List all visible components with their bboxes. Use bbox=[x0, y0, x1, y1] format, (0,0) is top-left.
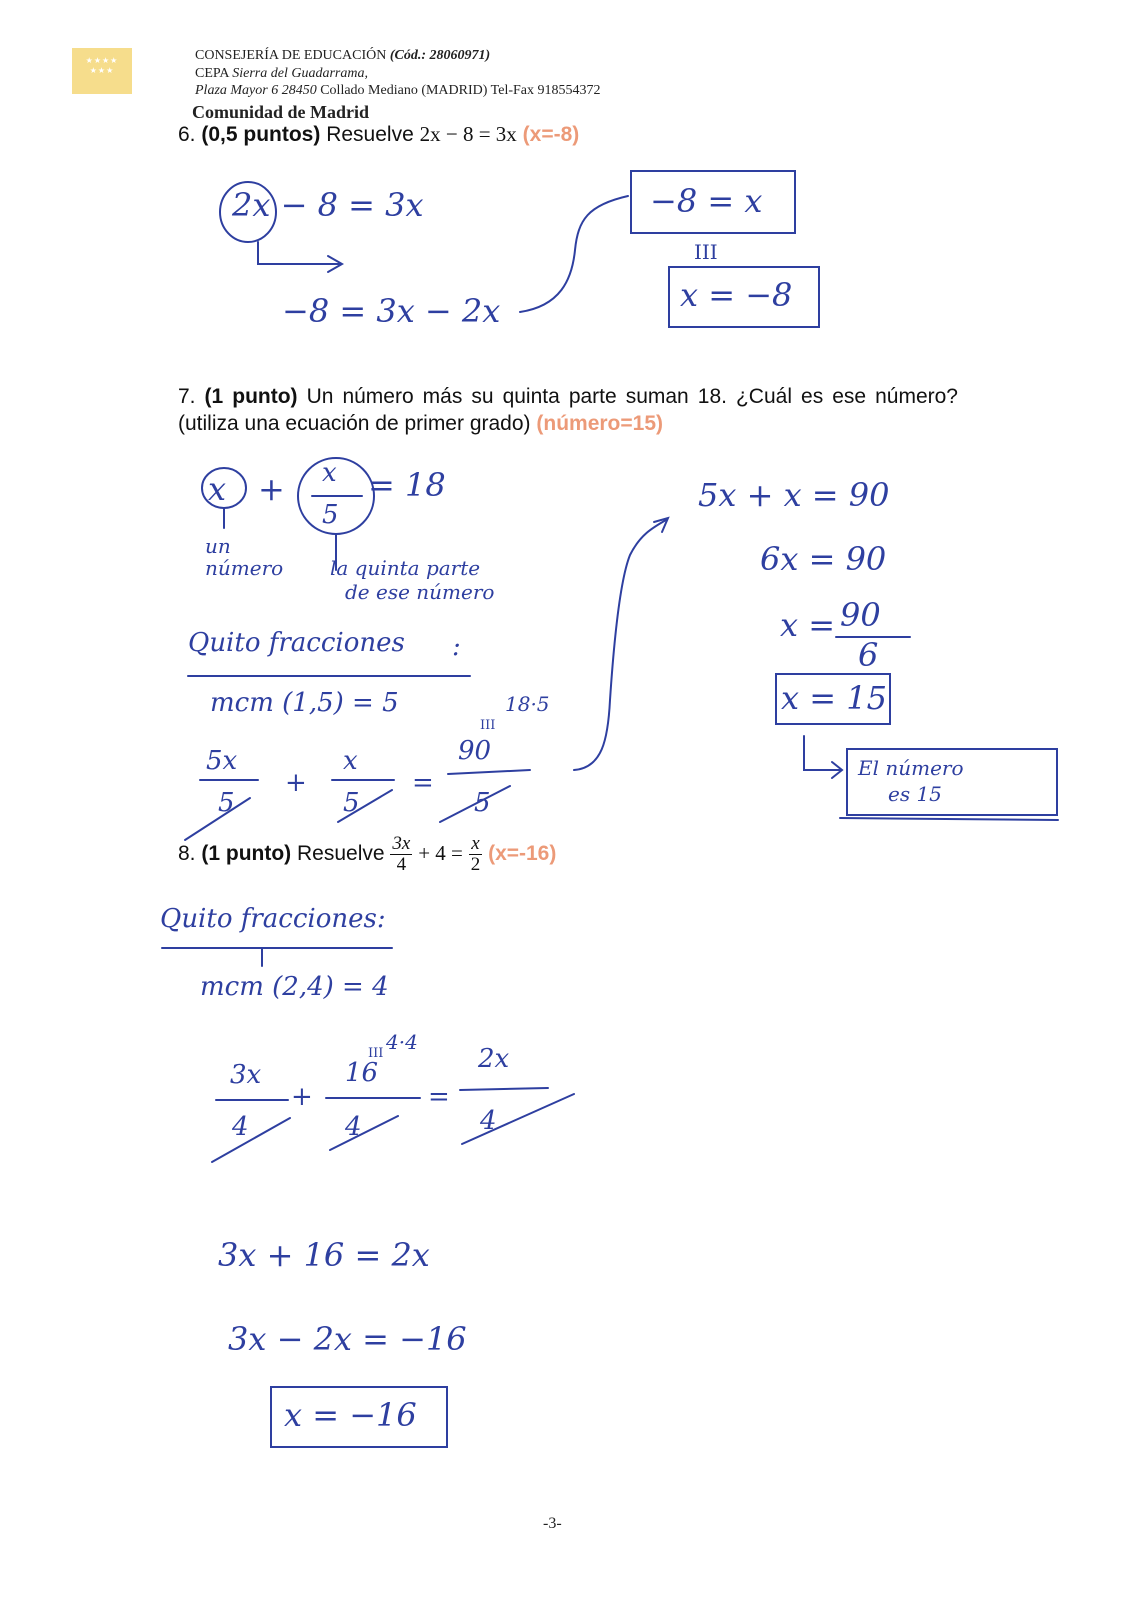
q8-f1-num: 3x bbox=[230, 1060, 262, 1090]
q7-final-line-1: El número bbox=[858, 756, 964, 780]
q7-eq-rest: = 18 bbox=[368, 466, 446, 504]
q8-f3-num: 2x bbox=[478, 1044, 510, 1074]
q6-step-2: −8 = 3x − 2x bbox=[282, 292, 501, 330]
question-6-points: (0,5 puntos) bbox=[201, 123, 321, 146]
q8-f1-den: 4 bbox=[232, 1112, 249, 1142]
q7-frac-num: x bbox=[322, 458, 337, 488]
q7-quito-colon: : bbox=[452, 632, 461, 662]
q7-equiv-mark: III bbox=[480, 718, 496, 733]
question-8-frac2-num: x bbox=[469, 834, 483, 855]
q7-f2-den: 5 bbox=[343, 788, 360, 818]
q8-f3-den: 4 bbox=[480, 1106, 497, 1136]
q7-mcm: mcm (1,5) = 5 bbox=[210, 688, 399, 718]
q7-result-3-num: 90 bbox=[840, 596, 881, 634]
logo-stars: ★★★★ ★★★ bbox=[85, 56, 119, 75]
q8-step-2: 3x − 2x = −16 bbox=[228, 1320, 467, 1358]
page-number: -3- bbox=[543, 1515, 562, 1532]
header-address-rest: Collado Mediano (MADRID) Tel-Fax 918554372 bbox=[320, 83, 601, 98]
question-8-answer: (x=-16) bbox=[488, 842, 557, 866]
question-7-number: 7. bbox=[178, 385, 196, 408]
header-cepa-name: Sierra del Guadarrama, bbox=[232, 66, 368, 81]
q7-f2-num: x bbox=[343, 746, 358, 776]
q7-circle-x bbox=[202, 468, 246, 508]
q7-final-line-2: es 15 bbox=[888, 782, 942, 806]
q8-f3-bar bbox=[460, 1088, 548, 1090]
q8-strike-3 bbox=[462, 1094, 574, 1144]
q6-connector bbox=[520, 196, 628, 312]
q7-f1-den: 5 bbox=[218, 788, 235, 818]
q7-calc-18x5: 18·5 bbox=[505, 692, 550, 716]
question-7-answer: (número=15) bbox=[536, 412, 663, 435]
q8-strike-1 bbox=[212, 1118, 290, 1162]
q7-f-plus: + bbox=[285, 768, 307, 798]
q6-box-1-text: −8 = x bbox=[650, 182, 763, 220]
question-8-frac1-den: 4 bbox=[396, 854, 407, 875]
q7-strike-1 bbox=[185, 798, 250, 840]
q8-f-plus: + bbox=[291, 1082, 313, 1112]
question-7-text: Un número más su quinta parte suman 18. ¿Cuál es ese número? (utiliza una ecuación de primer grado) bbox=[178, 385, 958, 435]
q7-label-numero: número bbox=[205, 556, 284, 580]
question-7-points: (1 punto) bbox=[204, 385, 298, 408]
q7-label-quinta-parte: la quinta parte bbox=[330, 556, 481, 580]
q8-f-eq: = bbox=[428, 1082, 450, 1112]
q7-result-3-den: 6 bbox=[858, 636, 879, 674]
header-consejeria: CONSEJERÍA DE EDUCACIÓN bbox=[195, 48, 387, 63]
q8-strike-2 bbox=[330, 1116, 398, 1150]
q7-f3-num: 90 bbox=[458, 736, 492, 766]
header-address-italic: Plaza Mayor 6 28450 bbox=[195, 83, 317, 98]
q7-result-1: 5x + x = 90 bbox=[698, 476, 890, 514]
header-institution: Comunidad de Madrid bbox=[192, 102, 370, 122]
q7-f1-num: 5x bbox=[206, 746, 238, 776]
q7-final-underline bbox=[840, 818, 1058, 820]
q7-quito-fracciones: Quito fracciones bbox=[188, 628, 405, 658]
q8-step-1: 3x + 16 = 2x bbox=[218, 1236, 430, 1274]
q6-equivalence-mark: III bbox=[694, 240, 718, 264]
question-8-points: (1 punto) bbox=[201, 842, 292, 866]
q8-equiv-mark: III bbox=[368, 1046, 384, 1061]
q6-arrow-line bbox=[258, 242, 340, 264]
header-codigo: (Cód.: 28060971) bbox=[389, 48, 491, 63]
q7-result-3-lhs: x = bbox=[780, 606, 836, 644]
question-6-equation: 2x − 8 = 3x bbox=[419, 122, 517, 146]
q8-f2-num: 16 bbox=[345, 1058, 379, 1088]
header-cepa-prefix: CEPA bbox=[195, 66, 229, 81]
question-8-frac2-den: 2 bbox=[470, 854, 481, 875]
q7-x-circled: x bbox=[208, 470, 227, 508]
q7-frac-den: 5 bbox=[322, 500, 339, 530]
q6-box-2-text: x = −8 bbox=[680, 276, 793, 314]
question-6-text: Resuelve bbox=[326, 123, 414, 146]
q7-strike-3 bbox=[440, 786, 510, 822]
q7-box-result-text: x = 15 bbox=[781, 679, 887, 717]
question-6-number: 6. bbox=[178, 123, 196, 146]
q7-result-2: 6x = 90 bbox=[760, 540, 887, 578]
q7-strike-2 bbox=[338, 790, 392, 822]
q7-f3-bar bbox=[448, 770, 530, 774]
question-8-text: Resuelve bbox=[297, 842, 385, 866]
question-8-plus: + 4 = bbox=[418, 841, 463, 866]
question-6-answer: (x=-8) bbox=[522, 123, 580, 146]
q8-mcm: mcm (2,4) = 4 bbox=[200, 972, 389, 1002]
q8-box-result-text: x = −16 bbox=[284, 1396, 417, 1434]
q6-circle-2x bbox=[220, 182, 276, 242]
q7-connector bbox=[574, 520, 666, 770]
q7-plus: + bbox=[258, 470, 285, 508]
question-8-frac1-num: 3x bbox=[392, 833, 411, 854]
question-8-number: 8. bbox=[178, 842, 196, 866]
q8-calc-4x4: 4·4 bbox=[386, 1030, 418, 1054]
q7-f3-den: 5 bbox=[474, 788, 491, 818]
q7-label-de-ese-numero: de ese número bbox=[345, 580, 495, 604]
q6-step-1: 2x − 8 = 3x bbox=[232, 186, 424, 224]
q8-f2-den: 4 bbox=[345, 1112, 362, 1142]
q7-label-un: un bbox=[205, 534, 231, 558]
q8-quito-fracciones: Quito fracciones: bbox=[160, 904, 386, 934]
q7-f-eq: = bbox=[412, 768, 434, 798]
